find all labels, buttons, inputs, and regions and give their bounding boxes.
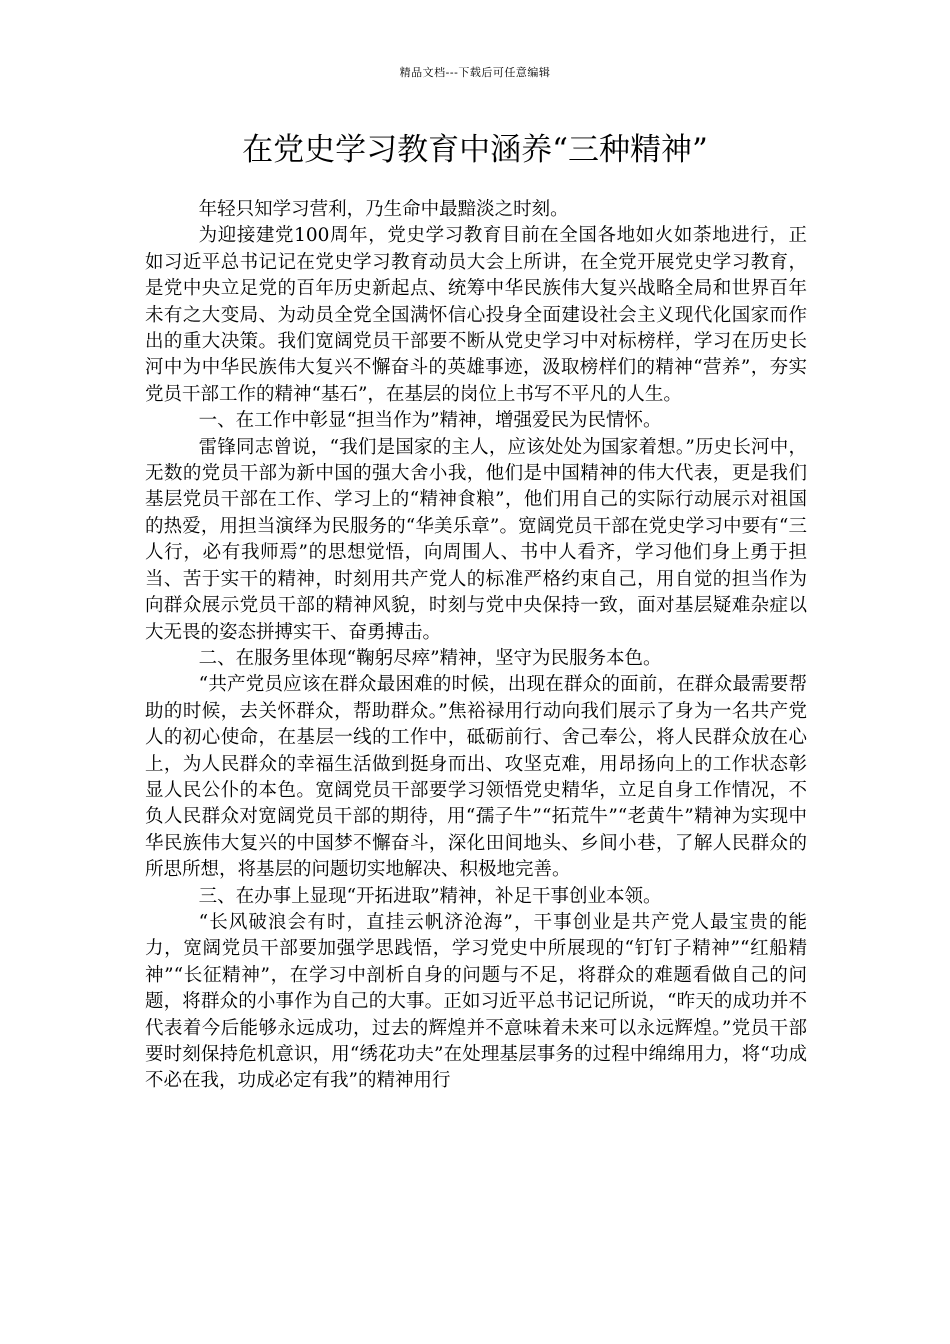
section-heading-2: 二、在服务里体现“鞠躬尽瘁”精神，坚守为民服务本色。	[198, 647, 662, 669]
paragraph-section-3: “长风破浪会有时，直挂云帆济沧海”，干事创业是共产党人最宝贵的能力，宽阔党员干部要加强学思践悟，学习党史中所展现的“钉钉子精神”“红船精神”“长征精神”，在学习中剖析自身的问题与不足，将群众的难题看做自己的问题，将群众的小事作为自己的大事。正如习近平总书记记所说，“昨天的成功并不代表着今后能够永远成功，过去的辉煌并不意味着未来可以永远辉煌。”党员干部要时刻保持危机意识，用“绣花功夫”在处理基层事务的过程中绵绵用力，将“功成不必在我，功成必定有我”的精神用行	[145, 911, 807, 1092]
paragraph-intro: 为迎接建党100周年，党史学习教育目前在全国各地如火如荼地进行，正如习近平总书记记在党史学习教育动员大会上所讲，在全党开展党史学习教育，是党中央立足党的百年历史新起点、统筹中华民族伟大复兴战略全局和世界百年未有之大变局、为动员全党全国满怀信心投身全面建设社会主义现代化国家而作出的重大决策。我们宽阔党员干部要不断从党史学习中对标榜样，学习在历史长河中为中华民族伟大复兴不懈奋斗的英雄事迹，汲取榜样们的精神“营养”，夯实党员干部工作的精神“基石”，在基层的岗位上书写不平凡的人生。	[145, 225, 807, 405]
section-heading-1: 一、在工作中彰显“担当作为”精神，增强爱民为民情怀。	[198, 410, 662, 432]
paragraph-section-1: 雷锋同志曾说，“我们是国家的主人，应该处处为国家着想。”历史长河中，无数的党员干部为新中国的强大舍小我，他们是中国精神的伟大代表，更是我们基层党员干部在工作、学习上的“精神食粮”，他们用自己的实际行动展示对祖国的热爱，用担当演绎为民服务的“华美乐章”。宽阔党员干部在党史学习中要有“三人行，必有我师焉”的思想觉悟，向周围人、书中人看齐，学习他们身上勇于担当、苦于实干的精神，时刻用共产党人的标准严格约束自己，用自觉的担当作为向群众展示党员干部的精神风貌，时刻与党中央保持一致，面对基层疑难杂症以大无畏的姿态拼搏实干、奋勇搏击。	[145, 436, 807, 643]
paragraph-section-2: “共产党员应该在群众最困难的时候，出现在群众的面前，在群众最需要帮助的时候，去关怀群众，帮助群众。”焦裕禄用行动向我们展示了身为一名共产党人的初心使命，在基层一线的工作中，砥砺前行、舍己奉公，将人民群众放在心上，为人民群众的幸福生活做到挺身而出、攻坚克难，用昂扬向上的工作状态彰显人民公仆的本色。宽阔党员干部要学习领悟党史精华，立足自身工作情况，不负人民群众对宽阔党员干部的期待，用“孺子牛”“拓荒牛”“老黄牛”精神为实现中华民族伟大复兴的中国梦不懈奋斗，深化田间地头、乡间小巷，了解人民群众的所思所想，将基层的问题切实地解决、积极地完善。	[145, 674, 807, 881]
section-heading-3: 三、在办事上显现“开拓进取”精神，补足干事创业本领。	[198, 885, 662, 907]
paragraph-opening-quote: 年轻只知学习营利，乃生命中最黯淡之时刻。	[198, 199, 569, 220]
page-header: 精品文档---下载后可任意编辑	[399, 66, 551, 79]
document-title: 在党史学习教育中涵养“三种精神”	[242, 132, 708, 168]
document-body	[145, 197, 807, 1095]
